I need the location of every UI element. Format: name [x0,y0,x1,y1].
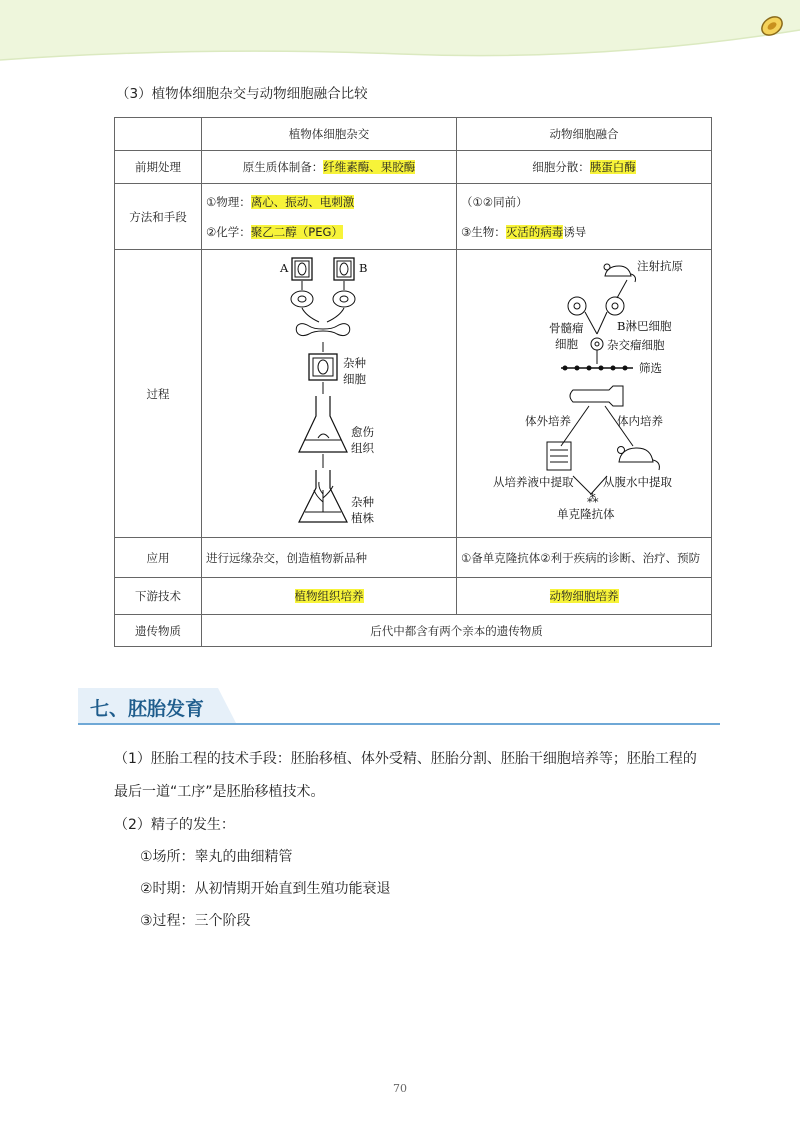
arrow [327,308,344,322]
page-number: 70 [393,1082,407,1095]
hybrid-cell-inner [313,358,333,376]
highlight-text: 胰蛋白酶 [589,160,636,174]
header-wave-decoration [0,0,800,70]
mouse-icon-ear [618,447,625,454]
myeloma-cell-nucleus [574,303,580,309]
arrow [617,280,627,298]
culture-flask-1 [299,396,347,452]
row-method [115,184,712,250]
protoplast-a-nucleus [298,296,306,302]
culture-beaker-liquid [550,450,568,462]
label-a: A [280,261,289,275]
protoplast-b-nucleus [340,296,348,302]
chapter-title: 七、胚胎发育 [90,698,205,720]
row-label: 下游技术 [115,578,202,615]
arrow [597,312,607,334]
text: 诱导 [563,224,587,239]
downstream-plant [202,578,457,615]
highlight-text: 聚乙二醇（PEG） [250,224,343,239]
plant-cell-a-nucleus [298,263,306,275]
highlight-text: 动物细胞培养 [549,589,619,603]
downstream-animal [457,578,712,615]
arrow [302,308,319,322]
mouse-icon-ear [604,264,610,270]
hybridoma-label: 杂交瘤细胞 [607,338,665,352]
highlight-text: 离心、振动、电刺激 [250,194,355,209]
comparison-table [114,117,712,647]
text: ①物理： [206,194,251,209]
hybridoma-cell [591,338,603,350]
hybridoma-cell-nucleus [595,342,599,346]
inject-antigen-label: 注射抗原 [637,259,683,273]
callus-label: 组织 [351,441,374,455]
myeloma-label: 骨髓瘤 [549,321,584,335]
row-label: 遗传物质 [115,615,202,647]
mouse-icon-tail [631,274,636,282]
pretreatment-plant [202,151,457,184]
myeloma-cell [568,297,586,315]
row-label: 方法和手段 [115,184,202,250]
b-lymphocyte-label: B淋巴细胞 [617,319,672,333]
row-application [115,538,712,578]
text: （①②同前） [461,194,528,209]
text: ②化学： [206,224,251,239]
row-process [115,250,712,538]
monoclonal-antibody-diagram [457,250,721,534]
label-b: B [359,261,368,275]
genetic-both: 后代中都含有两个亲本的遗传物质 [202,615,712,647]
text: 原生质体制备： [242,160,324,174]
cell-logo-icon [758,12,786,40]
culture-bottle [570,386,623,406]
antibody-glyph: ⁂ [587,491,599,505]
screening-label: 筛选 [639,361,662,375]
myeloma-label: 细胞 [555,337,578,351]
hybrid-cell-label: 杂种 [343,356,366,370]
in-vitro-label: 体外培养 [525,414,571,428]
paragraph-1-line-1: （1）胚胎工程的技术手段：胚胎移植、体外受精、胚胎分割、胚胎干细胞培养等；胚胎工程的 [114,751,697,767]
plant-cell-b-nucleus [340,263,348,275]
protoplast-b [333,291,355,307]
table-header-row [115,118,712,151]
fusing-protoplasts [296,324,350,336]
application-plant: 进行远缘杂交，创造植物新品种 [202,538,457,578]
protoplast-a [291,291,313,307]
mouse-icon [605,266,631,276]
hybrid-plant-label: 杂种 [351,495,374,509]
callus-label: 愈伤 [351,425,374,439]
text: 细胞分散： [532,160,590,174]
hybrid-cell-nucleus [318,360,328,374]
method-plant [202,184,457,250]
pretreatment-animal [457,151,712,184]
highlight-text: 灭活的病毒 [505,224,564,239]
from-ascites-label: 从腹水中提取 [603,475,672,489]
application-animal: ①备单克隆抗体②利于疾病的诊断、治疗、预防 [457,538,712,578]
row-label: 前期处理 [115,151,202,184]
hybrid-plant-label: 植株 [351,511,374,525]
list-item: ①场所：睾丸的曲细精管 [140,849,293,865]
process-plant-cell [202,250,457,538]
row-pretreatment [115,151,712,184]
section-heading: （3）植物体细胞杂交与动物细胞融合比较 [116,86,368,102]
header-plant: 植物体细胞杂交 [202,118,457,151]
in-vivo-label: 体内培养 [617,414,663,428]
paragraph-1-line-2: 最后一道“工序”是胚胎移植技术。 [114,784,325,800]
list-item: ②时期：从初情期开始直到生殖功能衰退 [140,881,391,897]
list-item: ③过程：三个阶段 [140,913,251,929]
mab-label: 单克隆抗体 [557,507,615,521]
b-lymphocyte-nucleus [612,303,618,309]
from-medium-label: 从培养液中提取 [493,475,574,489]
paragraph-2: （2）精子的发生： [114,817,235,833]
arrow [585,312,597,334]
highlight-text: 纤维素酶、果胶酶 [323,160,416,174]
callus-mass [318,434,329,438]
process-animal-cell [457,250,712,538]
row-label: 过程 [115,250,202,538]
method-animal [457,184,712,250]
row-downstream [115,578,712,615]
row-label: 应用 [115,538,202,578]
b-lymphocyte [606,297,624,315]
highlight-text: 植物组织培养 [294,589,364,603]
row-genetic [115,615,712,647]
mouse-icon-tail [653,460,659,470]
header-empty-cell [115,118,202,151]
hybrid-cell-label: 细胞 [343,372,366,386]
header-animal: 动物细胞融合 [457,118,712,151]
text: ③生物： [461,224,506,239]
plant-hybridization-diagram [202,250,448,534]
